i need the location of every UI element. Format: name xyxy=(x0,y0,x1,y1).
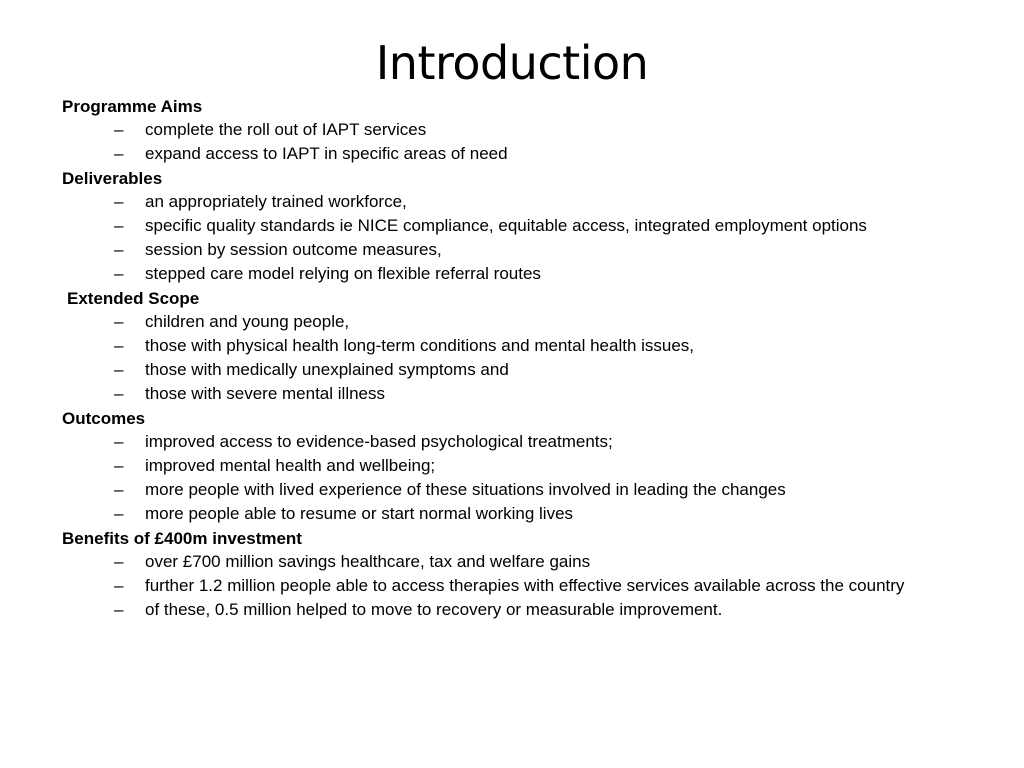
dash-bullet: – xyxy=(114,600,124,619)
slide-content xyxy=(62,96,982,624)
list-item xyxy=(62,384,982,403)
dash-bullet: – xyxy=(114,552,124,571)
section-heading: Outcomes xyxy=(62,409,146,428)
section-heading: Benefits of £400m investment xyxy=(62,529,302,548)
dash-bullet: – xyxy=(114,384,124,403)
dash-bullet: – xyxy=(114,456,124,475)
list-item-text: expand access to IAPT in specific areas of need xyxy=(145,144,508,163)
list-item-text: children and young people, xyxy=(145,312,350,331)
list-item xyxy=(62,576,982,595)
dash-bullet: – xyxy=(114,240,124,259)
dash-bullet: – xyxy=(114,192,124,211)
list-item xyxy=(62,432,982,451)
dash-bullet: – xyxy=(114,144,124,163)
list-item-text: session by session outcome measures, xyxy=(145,240,442,259)
list-item-text: over £700 million savings healthcare, tax and welfare gains xyxy=(145,552,591,571)
bullet-list xyxy=(62,432,982,523)
section-heading: Deliverables xyxy=(62,169,163,188)
list-item xyxy=(62,360,982,379)
list-item-text: stepped care model relying on flexible referral routes xyxy=(145,264,541,283)
list-item xyxy=(62,312,982,331)
list-item-text: those with medically unexplained symptoms and xyxy=(145,360,509,379)
list-item-text: further 1.2 million people able to access therapies with effective services available across the country xyxy=(145,576,905,595)
dash-bullet: – xyxy=(114,576,124,595)
bullet-list xyxy=(62,552,982,619)
list-item-text: improved access to evidence-based psychological treatments; xyxy=(145,432,613,451)
list-item-text: complete the roll out of IAPT services xyxy=(145,120,427,139)
list-item xyxy=(62,600,982,619)
dash-bullet: – xyxy=(114,504,124,523)
list-item xyxy=(62,192,982,211)
bullet-list xyxy=(62,120,982,163)
list-item xyxy=(62,264,982,283)
list-item-text: those with severe mental illness xyxy=(145,384,386,403)
slide-title: Introduction xyxy=(375,36,649,90)
section-extended-scope xyxy=(62,288,982,403)
dash-bullet: – xyxy=(114,480,124,499)
list-item xyxy=(62,336,982,355)
section-heading: Programme Aims xyxy=(62,97,203,116)
section-outcomes xyxy=(62,408,982,523)
list-item-text: more people with lived experience of these situations involved in leading the changes xyxy=(145,480,786,499)
dash-bullet: – xyxy=(114,120,124,139)
section-programme-aims xyxy=(62,96,982,163)
list-item xyxy=(62,504,982,523)
list-item-text: improved mental health and wellbeing; xyxy=(145,456,436,475)
dash-bullet: – xyxy=(114,312,124,331)
dash-bullet: – xyxy=(114,264,124,283)
list-item-text: those with physical health long-term conditions and mental health issues, xyxy=(145,336,695,355)
list-item xyxy=(62,120,982,139)
dash-bullet: – xyxy=(114,432,124,451)
section-heading: Extended Scope xyxy=(67,289,200,308)
bullet-list xyxy=(62,192,982,283)
dash-bullet: – xyxy=(114,360,124,379)
list-item xyxy=(62,480,982,499)
list-item-text: specific quality standards ie NICE compliance, equitable access, integrated employment options xyxy=(145,216,867,235)
section-benefits xyxy=(62,528,982,619)
dash-bullet: – xyxy=(114,336,124,355)
dash-bullet: – xyxy=(114,216,124,235)
list-item xyxy=(62,456,982,475)
list-item-text: of these, 0.5 million helped to move to recovery or measurable improvement. xyxy=(145,600,723,619)
list-item xyxy=(62,552,982,571)
list-item-text: more people able to resume or start normal working lives xyxy=(145,504,574,523)
list-item-text: an appropriately trained workforce, xyxy=(145,192,407,211)
list-item xyxy=(62,216,982,235)
bullet-list xyxy=(62,312,982,403)
list-item xyxy=(62,144,982,163)
list-item xyxy=(62,240,982,259)
section-deliverables xyxy=(62,168,982,283)
